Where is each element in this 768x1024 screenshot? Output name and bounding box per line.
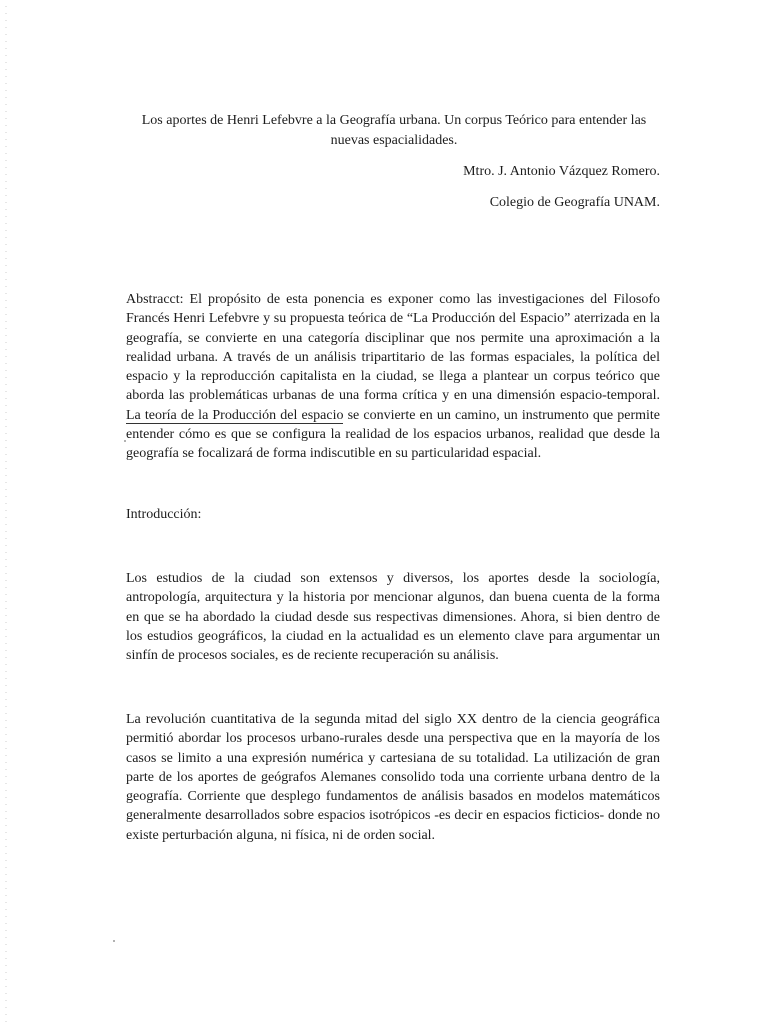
document-title: Los aportes de Henri Lefebvre a la Geografía urbana. Un corpus Teórico para entender las nuevas espacialidades. — [141, 113, 647, 148]
author-affiliation: Colegio de Geografía UNAM. — [489, 195, 660, 210]
scan-speck — [124, 440, 126, 442]
abstract-text-end: se convierte en un camino, un instrumento que permite entender cómo es que se configura la realidad de los espacios urbanos, realidad que desde la geografía se focalizará de forma indiscutible en su particularidad espacial. — [126, 407, 660, 462]
body-paragraph-1: Los estudios de la ciudad son extensos y diversos, los aportes desde la sociología, antropología, arquitectura y la historia por mencionar algunos, dan buena cuenta de la forma en que se ha abordado la ciudad desde sus respectivas dimensiones. Ahora, si bien dentro de los estudios geográficos, la ciudad en la actualidad es un elemento clave para argumentar un sinfín de procesos sociales, es de reciente recuperación su análisis. — [126, 571, 660, 664]
scan-speck — [113, 940, 115, 942]
body-paragraph-2: La revolución cuantitativa de la segunda mitad del siglo XX dentro de la ciencia geográfica permitió abordar los procesos urbano-rurales desde una perspectiva que en la mayoría de los casos se limito a una expresión numérica y cartesiana de su totalidad. La utilización de gran parte de los aportes de geógrafos Alemanes consolido toda una corriente urbana dentro de la geografía. Corriente que desplego fundamentos de análisis basados en modelos matemáticos generalmente desarrollados sobre espacios isotrópicos -es decir en espacios ficticios- donde no existe perturbación alguna, ni física, ni de orden social. — [126, 712, 660, 843]
abstract-text-start: Abstracct: El propósito de esta ponencia es exponer como las investigaciones del Filosofo Francés Henri Lefebvre y su propuesta teórica de “La Producción del Espacio” aterrizada en la geografía, se convierte en una categoría disciplinar que nos permite una aproximación a la realidad urbana. A través de un análisis tripartitario de las formas espaciales, la política del espacio y la reproducción capitalista en la ciudad, se llega a plantear un corpus teórico que aborda las problemáticas urbanas de una forma crítica y en una dimensión espacio-temporal. — [126, 292, 660, 404]
author-name: Mtro. J. Antonio Vázquez Romero. — [463, 164, 660, 179]
scan-edge-marks — [5, 0, 7, 1024]
abstract-underlined-phrase: La teoría de la Producción del espacio — [126, 407, 344, 423]
introduction-heading: Introducción: — [126, 507, 202, 522]
abstract-paragraph — [126, 290, 660, 464]
